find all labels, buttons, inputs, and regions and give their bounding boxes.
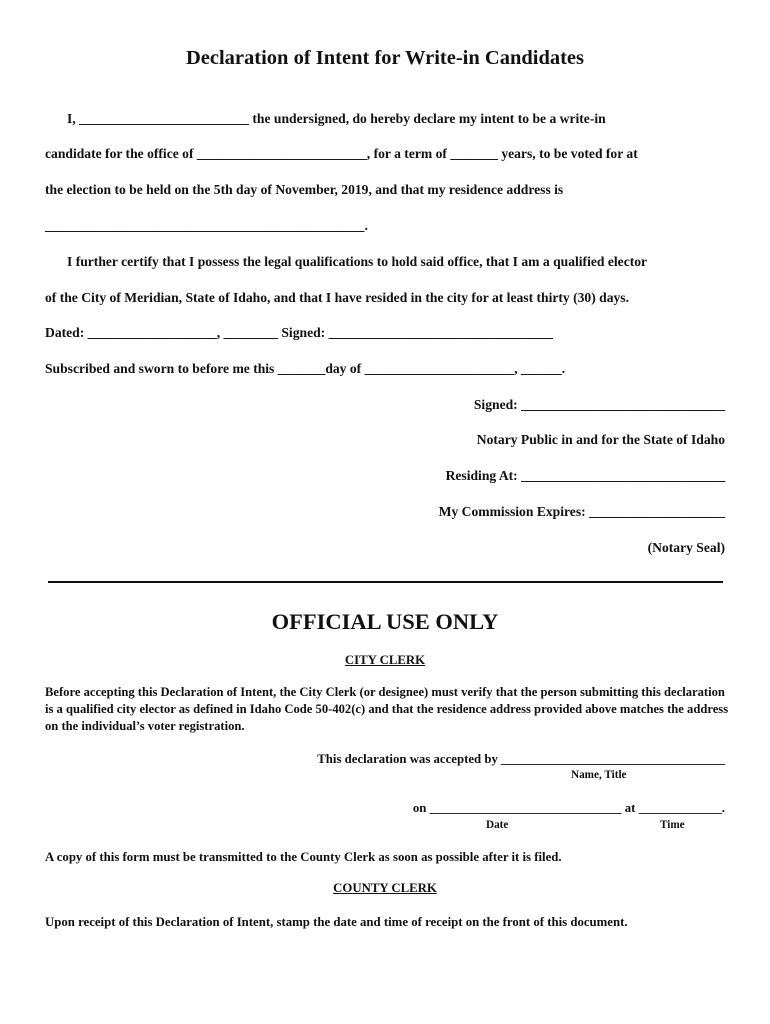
declaration-line-office: candidate for the office of _________________________, for a term of _______ years, to be voted for at bbox=[45, 146, 638, 161]
time-caption: Time bbox=[660, 819, 685, 831]
notary-residing-line: Residing At: ______________________________ bbox=[445, 468, 725, 483]
city-clerk-heading: CITY CLERK bbox=[344, 653, 426, 667]
document-title: Declaration of Intent for Write-in Candidates bbox=[185, 47, 585, 69]
date-caption: Date bbox=[486, 819, 509, 831]
accepted-by-line: This declaration was accepted by ___________________________________ bbox=[317, 752, 725, 766]
section-divider bbox=[48, 581, 723, 583]
copy-transmit-note: A copy of this form must be transmitted to the County Clerk as soon as possible after it is filed. bbox=[45, 850, 562, 864]
date-time-line: on ______________________________ at _____________. bbox=[412, 801, 725, 815]
name-title-caption: Name, Title bbox=[571, 769, 627, 781]
county-clerk-heading: COUNTY CLERK bbox=[333, 881, 437, 895]
notary-commission-line: My Commission Expires: ____________________ bbox=[438, 504, 725, 519]
notary-seal-label: (Notary Seal) bbox=[647, 540, 725, 555]
notary-public-caption: Notary Public in and for the State of Idaho bbox=[476, 432, 725, 447]
county-clerk-instructions: Upon receipt of this Declaration of Intent, stamp the date and time of receipt on the front of this document. bbox=[45, 915, 628, 929]
city-clerk-instructions: Before accepting this Declaration of Intent, the City Clerk (or designee) must verify that the person submitting this declaration is a qualified city elector as defined in Idaho Code 50-402(c) and that the residence address provided above matches the address on the individual’s voter registration. bbox=[45, 685, 729, 733]
official-use-heading: OFFICIAL USE ONLY bbox=[271, 609, 499, 634]
notary-signed-line: Signed: ______________________________ bbox=[473, 397, 725, 412]
dated-signed-line: Dated: ___________________, ________ Signed: _________________________________ bbox=[45, 325, 553, 340]
declaration-line-address: _______________________________________________. bbox=[45, 218, 368, 233]
declaration-line-election: the election to be held on the 5th day of November, 2019, and that my residence address is bbox=[45, 182, 564, 197]
certification-line-2: of the City of Meridian, State of Idaho, and that I have resided in the city for at least thirty (30) days. bbox=[45, 290, 629, 305]
certification-line-1: I further certify that I possess the legal qualifications to hold said office, that I am a qualified elector bbox=[67, 254, 648, 269]
declaration-line-name: I, _________________________ the undersigned, do hereby declare my intent to be a write-in bbox=[67, 111, 606, 126]
subscribed-sworn-line: Subscribed and sworn to before me this _______day of ______________________, ______. bbox=[45, 361, 566, 376]
